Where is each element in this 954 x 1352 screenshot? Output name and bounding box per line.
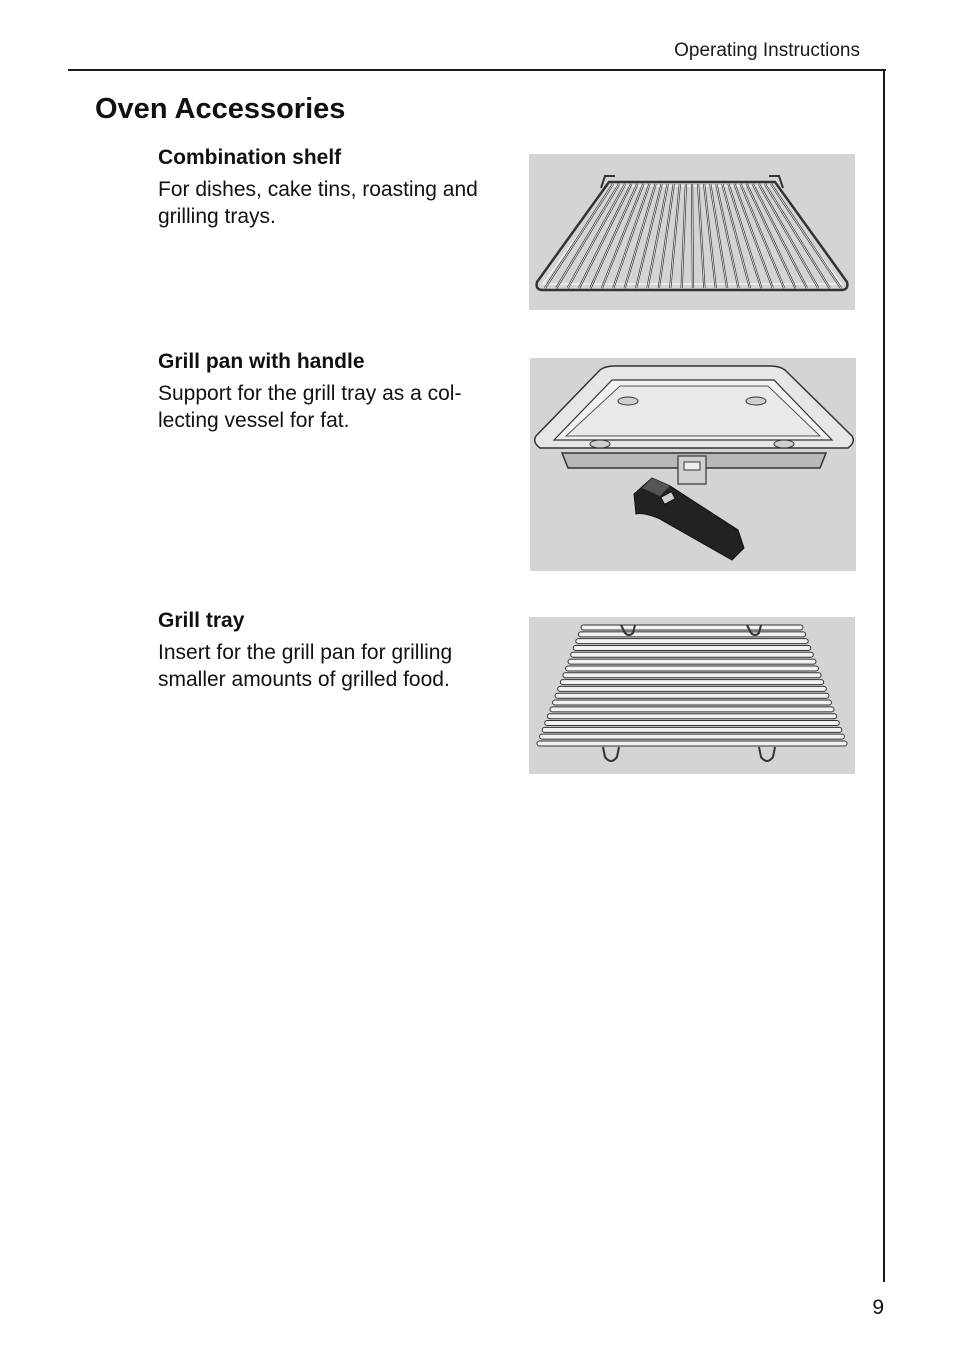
combination-shelf-description: For dishes, cake tins, roasting and grilling trays. (158, 178, 478, 228)
running-header: Operating Instructions (674, 40, 860, 61)
grill-tray-illustration (529, 617, 855, 774)
page-number: 9 (872, 1296, 884, 1319)
grill-pan-with-handle-illustration (530, 358, 856, 571)
combination-shelf-title: Combination shelf (158, 146, 342, 169)
grill-tray-description: Insert for the grill pan for grilling smaller amounts of grilled food. (158, 641, 453, 691)
margin-rule (883, 69, 885, 1282)
header-rule (68, 69, 886, 71)
grill-pan-description: Support for the grill tray as a col-lecting vessel for fat. (158, 382, 462, 432)
page-title: Oven Accessories (95, 93, 346, 125)
grill-tray-title: Grill tray (158, 609, 245, 632)
grill-pan-title: Grill pan with handle (158, 350, 365, 373)
combination-shelf-illustration (529, 154, 855, 310)
